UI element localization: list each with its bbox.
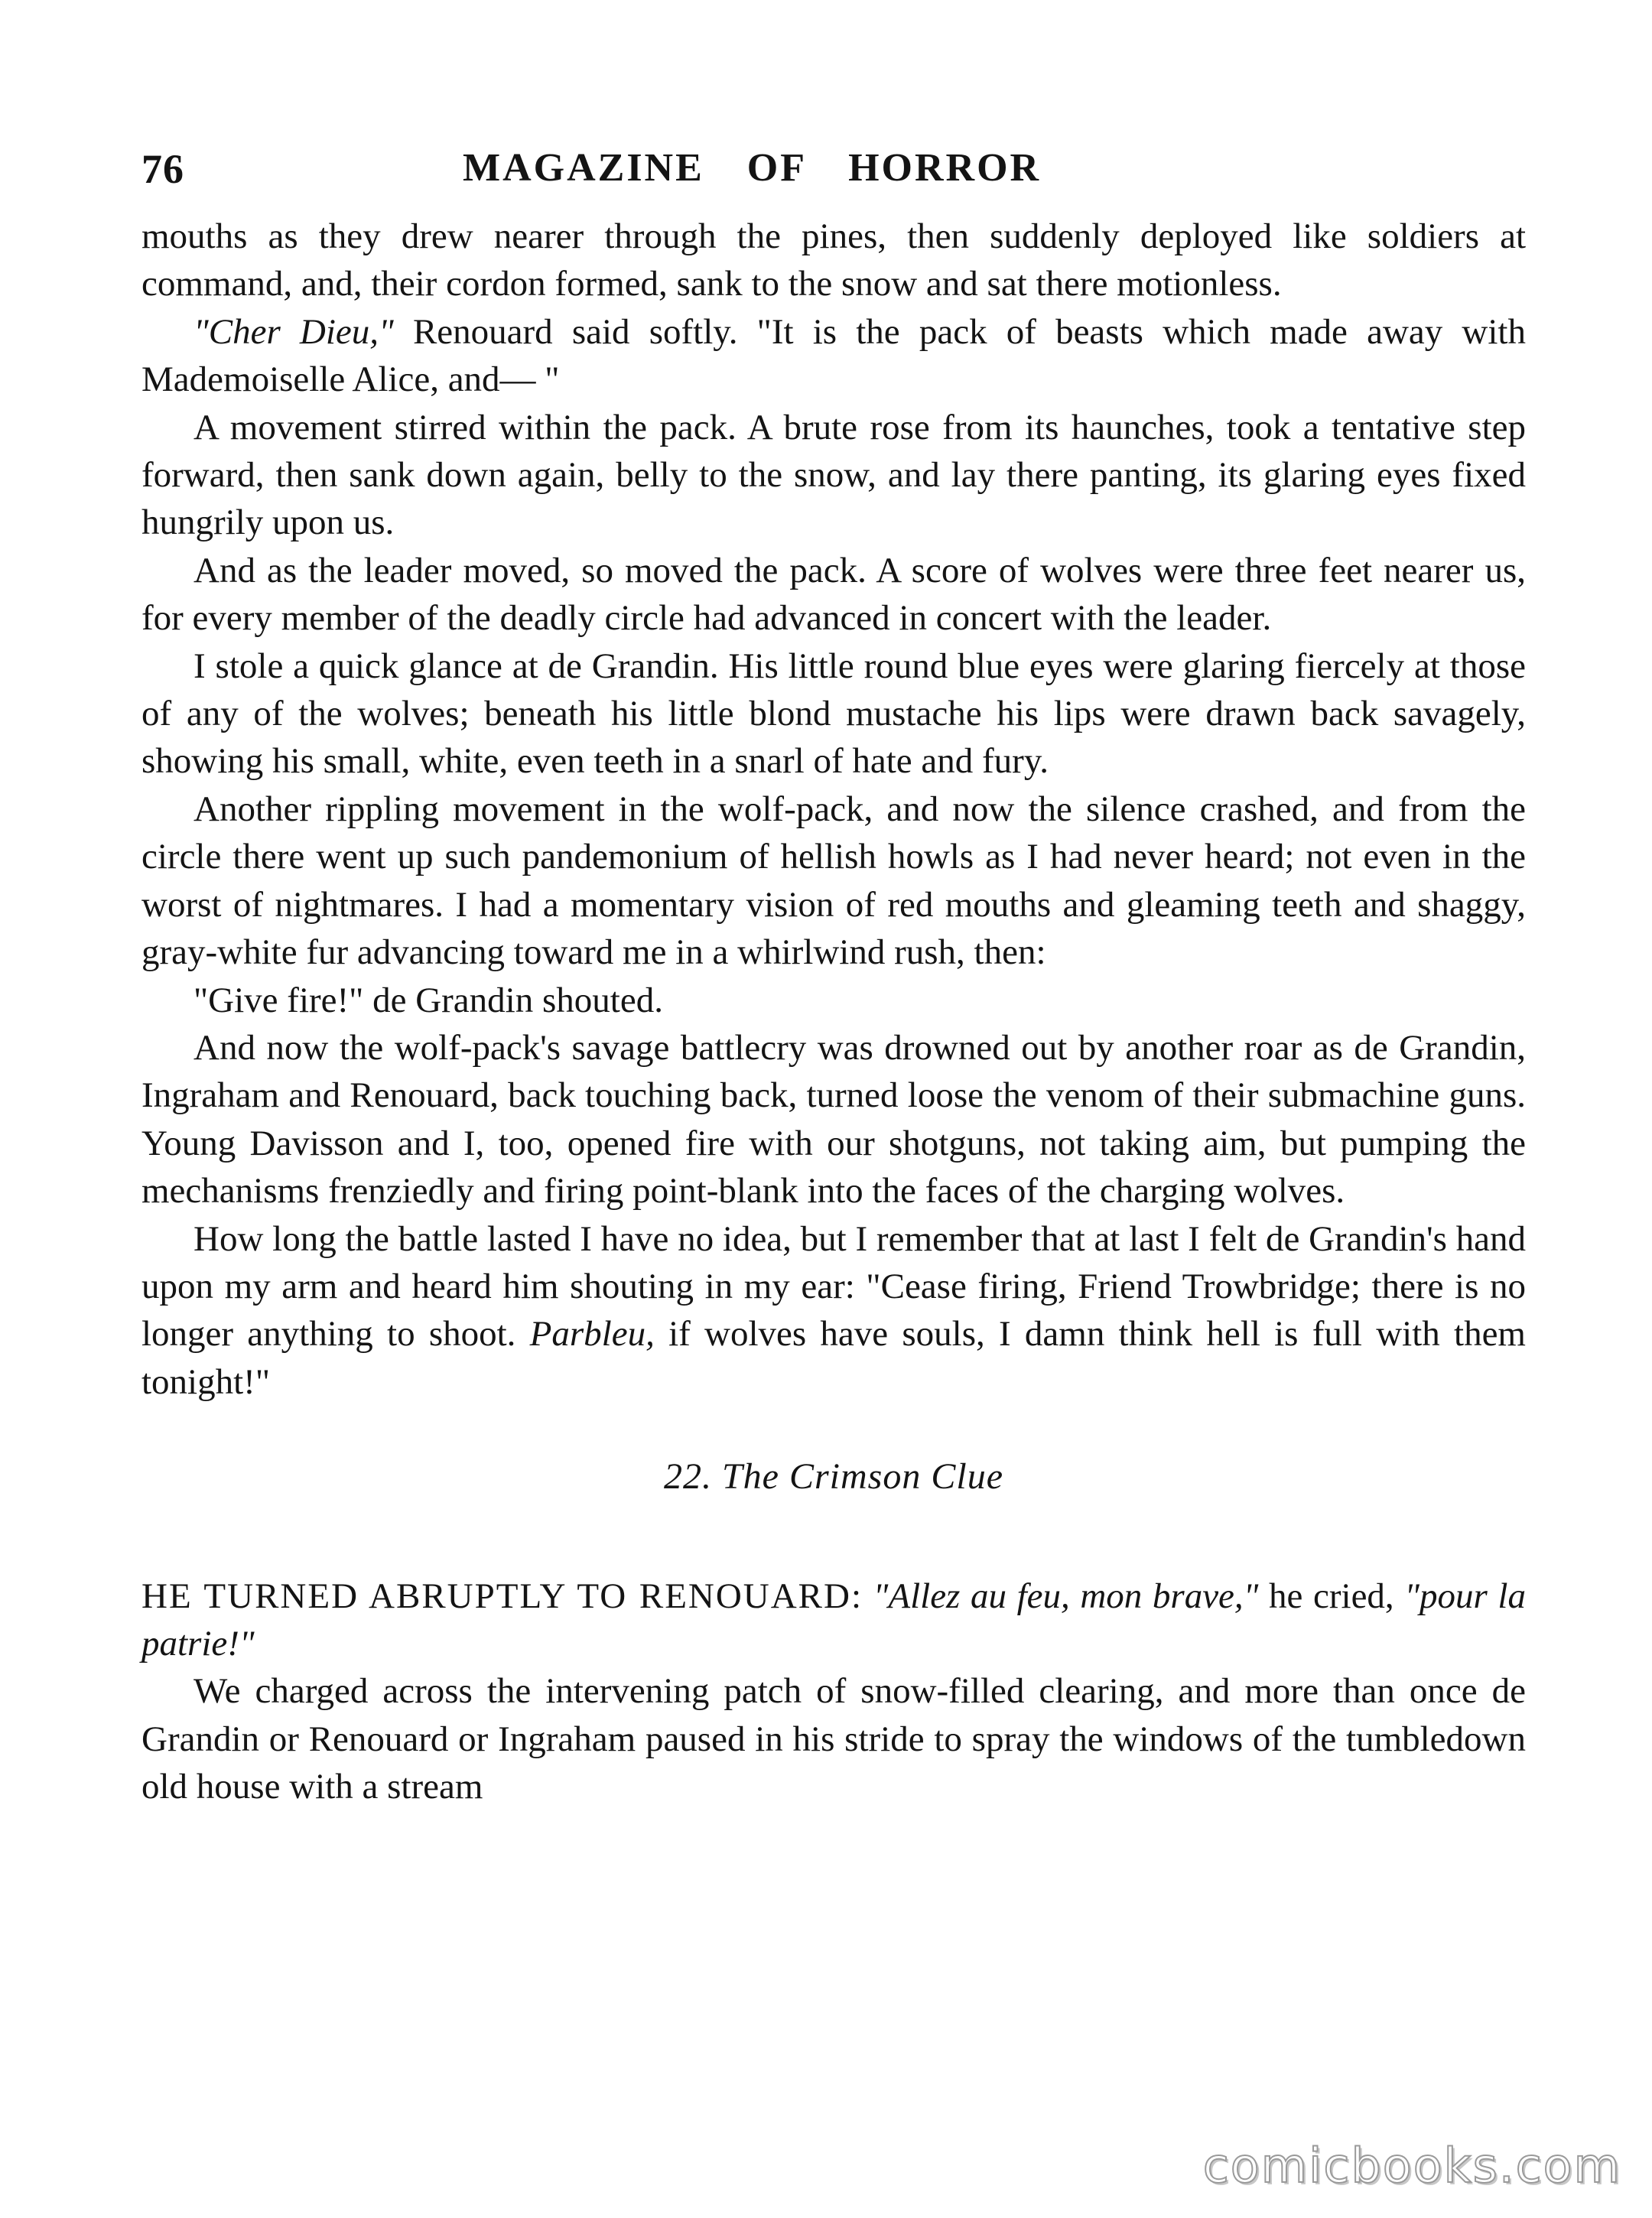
page-number: 76 xyxy=(141,146,184,192)
italic-phrase: "pour la patrie!" xyxy=(141,1576,1526,1664)
paragraph-text: Renouard said softly. "It is the pack of beasts which made away with Mademoiselle Alice, and— " xyxy=(141,311,1526,400)
paragraph: And as the leader moved, so moved the pack. A score of wolves were three feet nearer us, for every member of the deadly circle had advanced in concert with the leader. xyxy=(141,550,1526,639)
italic-phrase: "Cher Dieu," xyxy=(193,311,394,352)
paragraph-text: he cried, xyxy=(1258,1576,1405,1616)
paragraph xyxy=(141,308,1526,404)
italic-phrase: Parbleu, xyxy=(529,1314,655,1355)
italic-phrase: "Allez au feu, mon brave," xyxy=(863,1576,1259,1616)
paragraph: mouths as they drew nearer through the pines, then suddenly deployed like soldiers at command, and, their cordon formed, sank to the snow and sat there motionless. xyxy=(141,216,1526,304)
paragraph: Another rippling movement in the wolf-pack, and now the silence crashed, and from the circle there went up such pandemonium of hellish howls as I had never heard; not even in the worst of nightmares. I had a momentary vision of red mouths and gleaming teeth and shaggy, gray-white fur advancing toward me in a whirlwind rush, then: xyxy=(141,789,1526,973)
chapter-heading: 22. The Crimson Clue xyxy=(663,1456,1004,1498)
paragraph: "Give fire!" de Grandin shouted. xyxy=(193,980,663,1020)
paragraph-text: How long the battle lasted I have no idea, but I remember that at last I felt de Grandin's hand upon my arm and heard him shouting in my ear: "Cease firing, Friend Trowbridge; there is no longer anything to shoot. xyxy=(141,1218,1526,1355)
small-caps-opening: HE TURNED ABRUPTLY TO RENOUARD: xyxy=(141,1576,863,1616)
paragraph: We charged across the intervening patch of snow-filled clearing, and more than once de Grandin or Renouard or Ingraham paused in his stride to spray the windows of the tumbledown old house with a stream xyxy=(141,1671,1526,1807)
paragraph-text: if wolves have souls, I damn think hell is full with them tonight!" xyxy=(141,1314,1526,1402)
paragraph: A movement stirred within the pack. A brute rose from its haunches, took a tentative step forward, then sank down again, belly to the snow, and lay there panting, its glaring eyes fixed hungrily upon us. xyxy=(141,407,1526,543)
paragraph xyxy=(141,1572,1526,1668)
story-text xyxy=(141,213,1526,1811)
paragraph: I stole a quick glance at de Grandin. His little round blue eyes were glaring fiercely at those of any of the wolves; beneath his little blond mustache his lips were drawn back savagely, showing his small, white, even teeth in a snarl of hate and fury. xyxy=(141,646,1526,782)
watermark-logo: comicbooks.com xyxy=(1202,2138,1621,2194)
paragraph xyxy=(141,1215,1526,1407)
running-title: MAGAZINE OF HORROR xyxy=(463,146,1042,190)
paragraph: And now the wolf-pack's savage battlecry was drowned out by another roar as de Grandin, Ingraham and Renouard, back touching back, turned loose the venom of their submachine guns. Young Davisson and I, too, opened fire with our shotguns, not taking aim, but pumping the mechanisms frenziedly and firing point-blank into the faces of the charging wolves. xyxy=(141,1027,1526,1211)
page-header xyxy=(141,145,1526,199)
